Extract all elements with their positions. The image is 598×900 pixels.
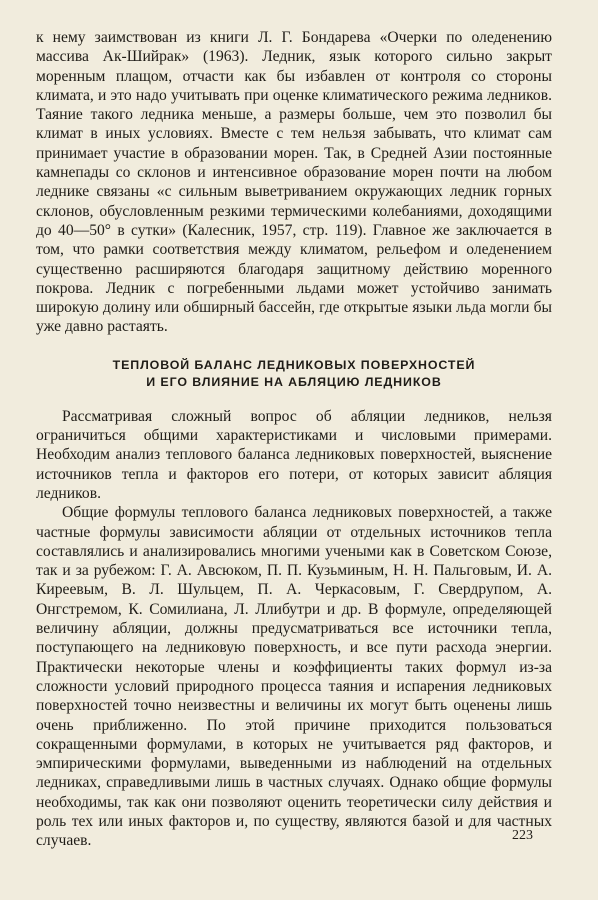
section-body [36,407,552,851]
section-heading [36,357,552,391]
paragraph-moraine-cover: к нему заимствован из книги Л. Г. Бондарева «Очерки по оледенению массива Ак-Шийрак» (1963). Ледник, язык которого сильно закрыт моренным плащом, отчасти как бы избавлен от контроля со стороны климата, и это надо учитывать при оценке климатического режима ледников. Таяние такого ледника меньше, а размеры больше, чем это позволил бы климат в иных условиях. Вместе с тем нельзя забывать, что климат сам принимает участие в образовании морен. Так, в Средней Азии постоянные камнепады со склонов и интенсивное образование морен почти на любом леднике связаны «с сильным выветриванием окружающих ледник горных склонов, обусловленным резкими термическими колебаниями, доходящими до 40—50° в сутки» (Калесник, 1957, стр. 119). Главное же заключается в том, что рамки соответствия между климатом, рельефом и оледенением существенно расширяются благодаря защитному действию моренного покрова. Ледник с погребенными льдами может устойчиво занимать широкую долину или обширный бассейн, где открытые языки льда могли бы уже давно растаять. [36,29,552,336]
section-heading-line-2: И ЕГО ВЛИЯНИЕ НА АБЛЯЦИЮ ЛЕДНИКОВ [146,374,442,389]
body-text [36,28,552,337]
page-number: 223 [512,828,533,843]
section-heading-line-1: ТЕПЛОВОЙ БАЛАНС ЛЕДНИКОВЫХ ПОВЕРХНОСТЕЙ [112,357,476,372]
paragraph-ablation-intro: Рассматривая сложный вопрос об абляции ледников, нельзя ограничиться общими характеристиками и числовыми примерами. Необходим анализ теплового баланса ледниковых поверхностей, выяснение источников тепла и факторов его потери, от которых зависит абляция ледников. [36,407,552,502]
paragraph-heat-balance-formulas: Общие формулы теплового баланса ледниковых поверхностей, а также частные формулы зависимости абляции от отдельных источников тепла составлялись и анализировались многими учеными как в Советском Союзе, так и за рубежом: Г. А. Авсюком, П. П. Кузьминым, Н. Н. Пальговым, И. А. Киреевым, В. Л. Шульцем, П. А. Черкасовым, Г. Свердрупом, А. Онгстремом, К. Сомилиана, Л. Ллибутри и др. В формуле, определяющей величину абляции, должны предусматриваться все источники тепла, поступающего на ледниковую поверхность, и все пути расхода энергии. Практически некоторые члены и коэффициенты таких формул из-за сложности условий природного процесса таяния и испарения ледниковых поверхностей точно неизвестны и величины их могут быть оценены лишь очень приближенно. По этой причине приходится пользоваться сокращенными формулами, в которых не учитывается ряд факторов, и эмпирическими формулами, выведенными из наблюдений на отдельных ледниках, справедливыми лишь в частных случаях. Однако общие формулы необходимы, так как они позволяют оценить теоретически силу действия и роль тех или иных факторов и, по существу, являются базой и для частных случаев. [36,504,552,850]
